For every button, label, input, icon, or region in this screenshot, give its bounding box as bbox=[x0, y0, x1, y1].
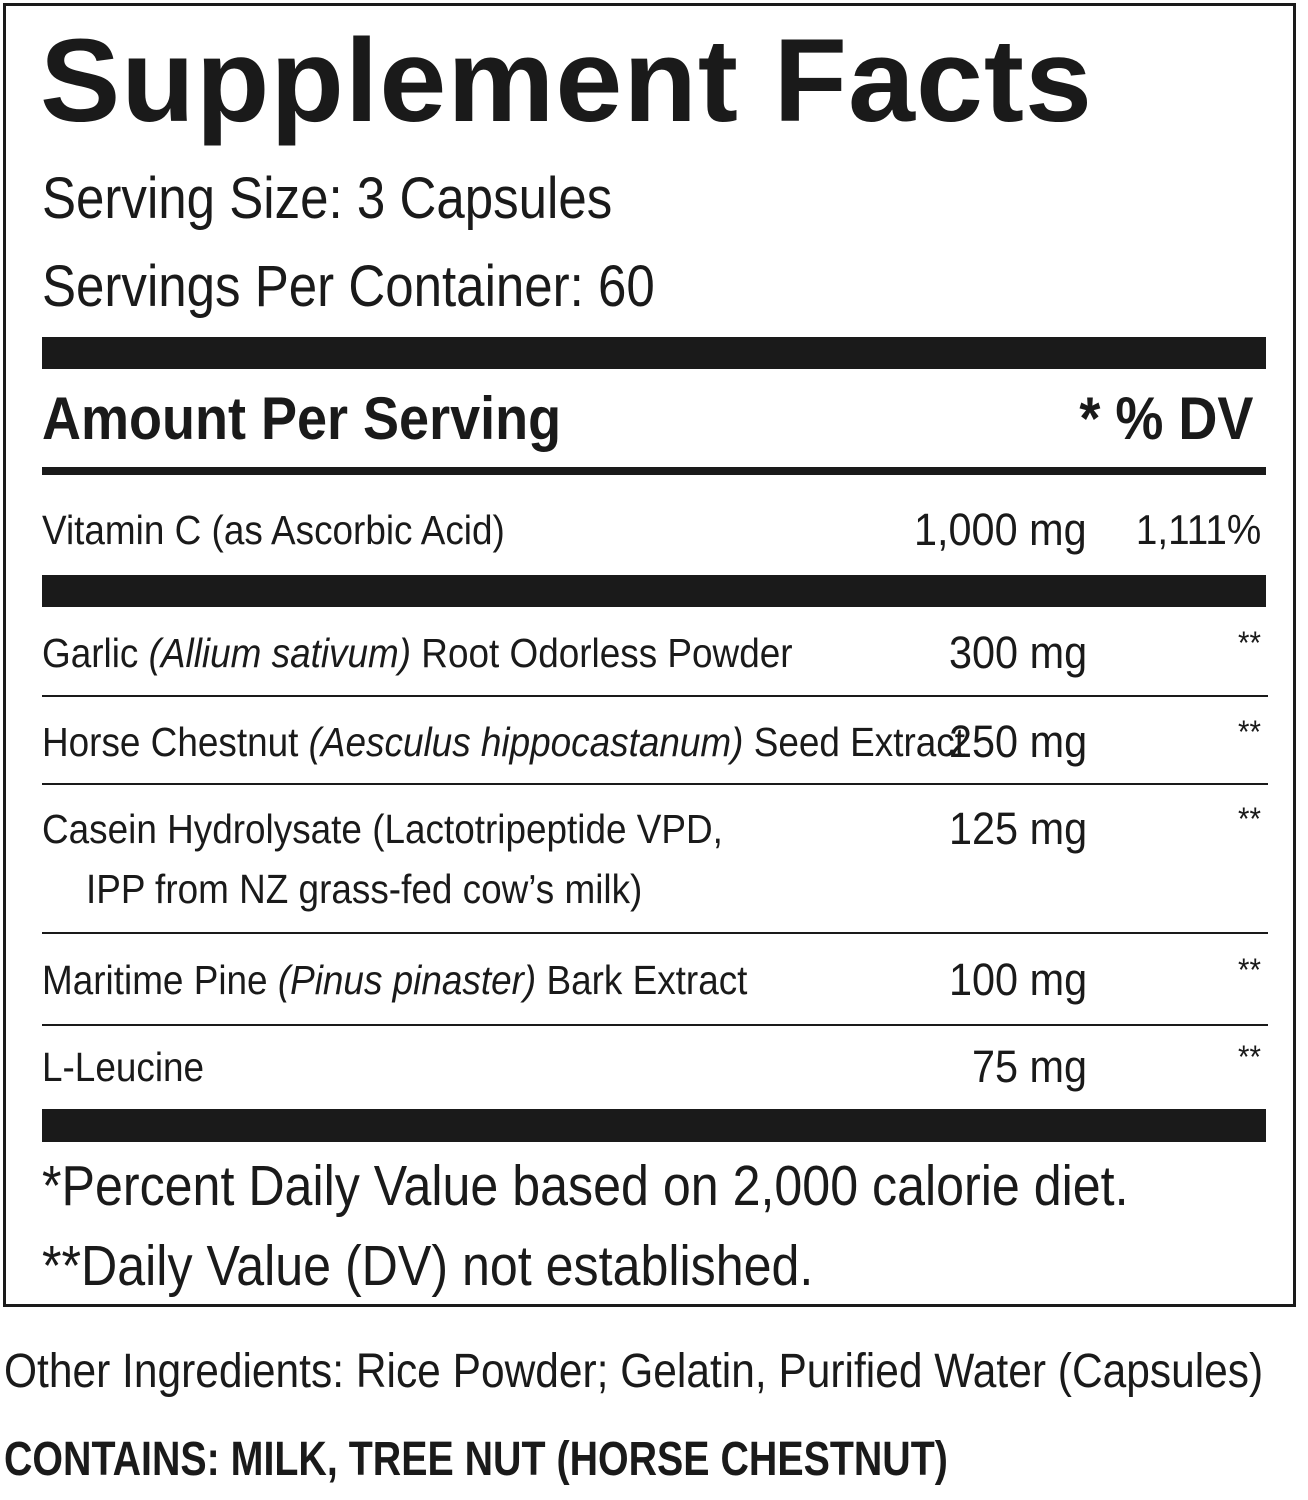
ingredient-name: L-Leucine bbox=[42, 1044, 205, 1090]
ingredient-row bbox=[6, 623, 1299, 683]
ingredient-dv: ** bbox=[1238, 714, 1261, 750]
ingredient-amount: 300 mg bbox=[948, 627, 1087, 678]
ingredient-name: Maritime Pine (Pinus pinaster) Bark Extract bbox=[42, 957, 748, 1003]
row-divider bbox=[42, 932, 1268, 934]
ingredient-name-line2: IPP from NZ grass-fed cow’s milk) bbox=[86, 866, 643, 912]
ingredient-dv: ** bbox=[1238, 952, 1261, 988]
nutrient-name: Vitamin C (as Ascorbic Acid) bbox=[42, 507, 505, 553]
ingredient-amount: 250 mg bbox=[948, 716, 1087, 767]
ingredient-name: Horse Chestnut (Aesculus hippocastanum) Seed Extract bbox=[42, 719, 965, 765]
medium-divider bbox=[42, 467, 1266, 475]
supplement-facts-panel bbox=[3, 3, 1296, 1307]
nutrient-dv: 1,111% bbox=[1135, 506, 1261, 553]
ingredient-name: Garlic (Allium sativum) Root Odorless Powder bbox=[42, 630, 793, 676]
ingredient-row bbox=[6, 1037, 1299, 1097]
row-divider bbox=[42, 1024, 1268, 1026]
other-ingredients: Other Ingredients: Rice Powder; Gelatin, Purified Water (Capsules) bbox=[4, 1345, 1264, 1398]
ingredient-amount: 100 mg bbox=[948, 954, 1087, 1005]
row-divider bbox=[42, 695, 1268, 697]
ingredient-dv: ** bbox=[1238, 1039, 1261, 1075]
ingredient-dv: ** bbox=[1238, 801, 1261, 837]
daily-value-header: * % DV bbox=[1078, 385, 1253, 452]
amount-per-serving-header: Amount Per Serving bbox=[42, 385, 562, 452]
ingredient-amount: 125 mg bbox=[948, 803, 1087, 854]
allergen-statement: CONTAINS: MILK, TREE NUT (HORSE CHESTNUT) bbox=[4, 1433, 948, 1486]
nutrient-amount: 1,000 mg bbox=[914, 504, 1087, 555]
serving-size: Serving Size: 3 Capsules bbox=[42, 166, 613, 231]
label-title: Supplement Facts bbox=[40, 15, 1093, 147]
servings-per-container: Servings Per Container: 60 bbox=[42, 254, 655, 319]
nutrient-row bbox=[6, 500, 1299, 560]
ingredient-amount: 75 mg bbox=[971, 1041, 1087, 1092]
ingredient-name: Casein Hydrolysate (Lactotripeptide VPD, bbox=[42, 806, 723, 852]
ingredient-row bbox=[6, 799, 1299, 927]
footnote-dv-not-established: **Daily Value (DV) not established. bbox=[42, 1234, 814, 1298]
ingredient-dv: ** bbox=[1238, 625, 1261, 661]
thick-divider bbox=[42, 1109, 1266, 1142]
thick-divider bbox=[42, 337, 1266, 369]
thick-divider bbox=[42, 575, 1266, 607]
ingredient-row bbox=[6, 712, 1299, 772]
row-divider bbox=[42, 783, 1268, 785]
footnote-percent-dv: *Percent Daily Value based on 2,000 calorie diet. bbox=[42, 1154, 1129, 1218]
ingredient-row bbox=[6, 950, 1299, 1010]
